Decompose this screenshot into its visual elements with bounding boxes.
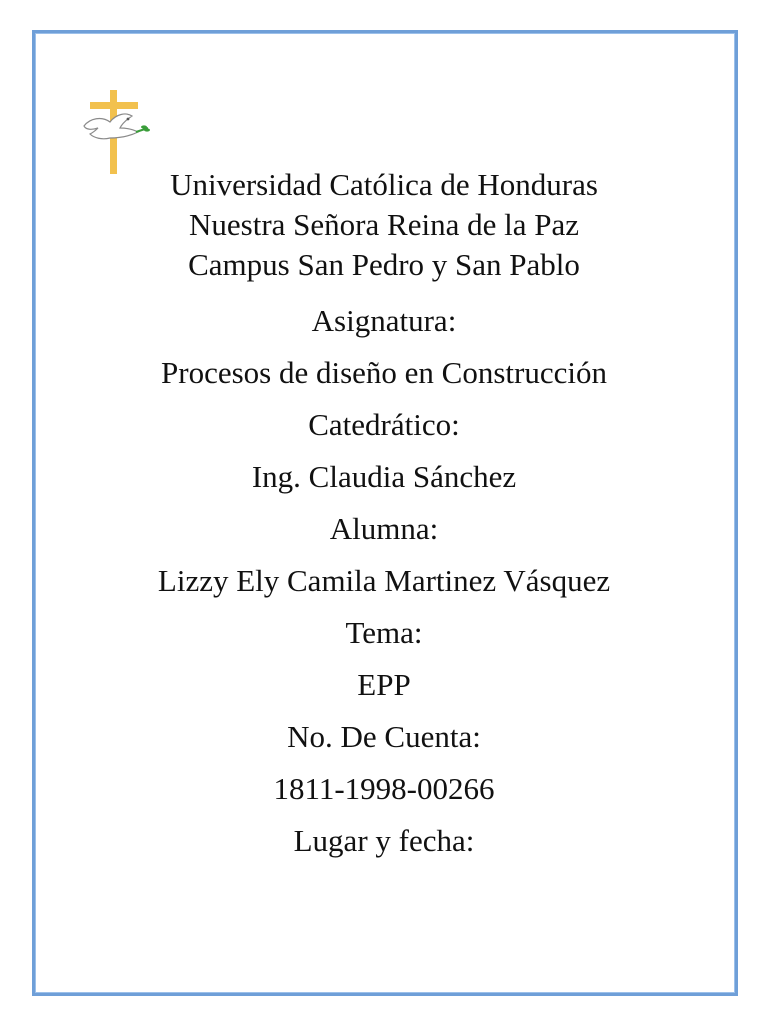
campus-patron: Nuestra Señora Reina de la Paz xyxy=(189,207,579,242)
student-label: Alumna: xyxy=(329,511,439,546)
account-label: No. De Cuenta: xyxy=(287,719,481,754)
student-value: Lizzy Ely Camila Martinez Vásquez xyxy=(157,563,611,598)
cover-text xyxy=(36,165,732,867)
topic-label: Tema: xyxy=(345,615,423,650)
professor-label: Catedrático: xyxy=(308,407,460,442)
place-date-label: Lugar y fecha: xyxy=(293,823,475,858)
campus-name: Campus San Pedro y San Pablo xyxy=(188,247,580,282)
cross-dove-icon xyxy=(80,88,152,176)
subject-label: Asignatura: xyxy=(311,303,457,338)
institution-header xyxy=(36,165,732,285)
university-name: Universidad Católica de Honduras xyxy=(170,167,598,202)
professor-value: Ing. Claudia Sánchez xyxy=(251,459,517,494)
account-value: 1811-1998-00266 xyxy=(273,771,495,806)
subject-value: Procesos de diseño en Construcción xyxy=(161,355,607,390)
topic-value: EPP xyxy=(357,667,411,702)
